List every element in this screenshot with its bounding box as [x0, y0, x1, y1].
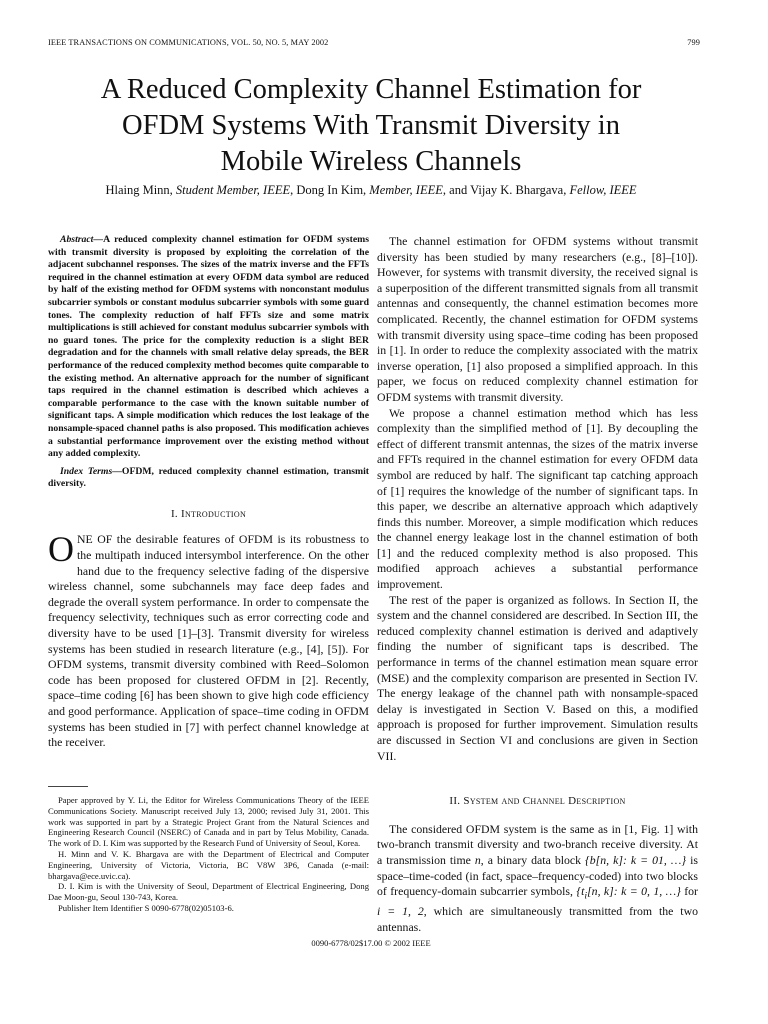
footnote-paragraph: Publisher Item Identifier S 0090-6778(02)05103-6.	[58, 902, 234, 913]
author-separator: , and	[442, 183, 471, 197]
footnote-paragraph: D. I. Kim is with the University of Seoul, Department of Electrical Engineering, Dong Dae Moon-gu, Seoul 130-743, Korea.	[48, 881, 369, 903]
author-role: Member, IEEE	[369, 183, 443, 197]
body-paragraph: We propose a channel estimation method which has less complexity than the simplified method of [1]. By decoupling the effect of different transmit antennas, the sizes of the matrix inverse and FFTs required in the channel estimation for every OFDM data symbol are reduced by half. The significant tap catching approach of [1] requires the knowledge of the number of significant taps. In this paper, we describe an alternative approach which adaptively finds this number. Moreover, a simple modification which reduces the channel energy leakage lost in the channel estimation of both [1] and the reduced complexity method is also proposed. This modified approach achieves a substantial performance improvement.	[377, 405, 698, 592]
index-terms-text: OFDM, reduced complexity channel estimation, transmit diversity.	[48, 465, 369, 490]
author-separator: ,	[169, 183, 176, 197]
section-heading-introduction: I. Introduction	[170, 507, 247, 520]
copyright-line: 0090-6778/02$17.00 © 2002 IEEE	[311, 938, 431, 948]
index-terms-label: Index Terms—	[60, 465, 122, 477]
author-list: Hlaing Minn, Student Member, IEEE, Dong In Kim, Member, IEEE, and Vijay K. Bhargava, Fellow, IEEE	[105, 183, 637, 197]
section-heading-system: II. System and Channel Description	[449, 795, 626, 808]
author-role: Fellow, IEEE	[569, 183, 637, 197]
footnote-rule	[48, 786, 88, 787]
right-column	[377, 234, 698, 935]
title-line: Mobile Wireless Channels	[220, 146, 522, 177]
body-paragraph: The considered OFDM system is the same as in [1, Fig. 1] with two-branch transmit diversity and two-branch receive diversity. At a transmission time n, a binary data block {b[n, k]: k = 01, …} is space–time-coded (in fact, space–frequency-coded) into two blocks of frequency-domain subcarrier symbols, {$t_i[n$, k]: k = 0, 1, …} for i = 1, 2, which are simultaneously transmitted from the two antennas.	[377, 821, 698, 934]
intro-text: NE OF the desirable features of OFDM is its robustness to the multipath induced intersymbol interference. On the other hand due to the frequency selective fading of the dispersive wireless channel, some subchannels may face deep fades and degrade the overall system performance. In order to compensate the frequency selectivity, techniques such as error correcting code and diversity have to be used [1]–[3]. Transmit diversity for wireless systems has been studied in research literature (e.g., [4], [5]). For OFDM systems, transmit diversity combined with Reed–Solomon code has been proposed for clustered OFDM in [2]. Recently, space–time coding [6] has been shown to give high code efficiency and good performance. Application of space–time coding in OFDM systems has been studied in [7] with perfect channel knowledge at the receiver.	[48, 532, 369, 750]
footnote-paragraph: H. Minn and V. K. Bhargava are with the Department of Electrical and Computer Engineering, University of Victoria, Victoria, BC V8W 3P6, Canada (e-mail: bhargava@ece.uvic.ca).	[48, 848, 369, 881]
title-line: A Reduced Complexity Channel Estimation for	[100, 74, 642, 105]
index-terms	[48, 466, 369, 491]
abstract	[48, 234, 369, 461]
drop-cap: O	[48, 529, 74, 570]
title-line: OFDM Systems With Transmit Diversity in	[122, 110, 620, 141]
journal-header: IEEE TRANSACTIONS ON COMMUNICATIONS, VOL. 50, NO. 5, MAY 2002	[48, 38, 329, 47]
author-role: Student Member, IEEE	[175, 183, 291, 197]
paper-title	[0, 72, 742, 180]
author-separator: ,	[290, 183, 297, 197]
page-number: 799	[687, 38, 700, 47]
abstract-text: A reduced complexity channel estimation for OFDM systems with transmit diversity is proposed by exploiting the correlation of the adjacent subchannel responses. The sizes of the matrix inverse and the FFTs required in the channel estimation at every OFDM data symbol are reduced by half of the existing method for OFDM systems with nonconstant modulus subcarrier symbols or constant modulus subcarrier symbols with some guard tones. The complexity reduction of half FFTs size and some matrix multiplications is still achieved for constant modulus subcarrier symbols with no guard tones. The price for the complexity reduction is a slight BER degradation and for the channels with small relative delay spreads, the BER performance of the reduced complexity method becomes quite comparable to the existing method. An alternative approach for the number of significant taps required in the channel estimation is described which achieves a comparable performance to the case with the known suitable number of significant taps. A simple modification which reduces the lost leakage of the nonsample-spaced channel paths is also proposed. This modification achieves a substantial performance improvement over the existing method without any added complexity.	[48, 234, 369, 460]
author-name: Vijay K. Bhargava	[470, 183, 564, 197]
footnote-paragraph: Paper approved by Y. Li, the Editor for Wireless Communications Theory of the IEEE Communications Society. Manuscript received July 13, 2000; revised July 31, 2001. This work was supported in part by a Strategic Project Grant from the Natural Sciences and Engineering Research Council (NSERC) of Canada and in part by Telus Mobility, Canada. The work of D. I. Kim was supported by the Research Fund of University of Seoul, Korea.	[48, 795, 369, 849]
intro-paragraph	[48, 529, 369, 750]
author-name: Dong In Kim	[296, 183, 364, 197]
footnote	[48, 795, 369, 914]
body-paragraph: The channel estimation for OFDM systems without transmit diversity has been studied by many researchers (e.g., [8]–[10]). However, for systems with transmit diversity, the received signal is a superposition of the different transmitted signals from all transmit antennas and consequently, the channel estimation becomes more complicated. Recently, the channel estimation for OFDM systems with transmit diversity using space–time coding has been proposed in [1]. In order to reduce the complexity associated with the matrix inverse operation, [1] also proposed a simplified approach. In this paper, we focus on reduced complexity channel estimation for OFDM systems with transmit diversity.	[377, 234, 698, 404]
abstract-label: Abstract—	[60, 234, 104, 245]
left-column	[48, 234, 369, 751]
body-paragraph: The rest of the paper is organized as follows. In Section II, the system and the channel considered are described. In Section III, the reduced complexity channel estimation is derived and adaptively finding the number of significant taps is described. The performance in terms of the channel estimation mean square error (MSE) and the complexity comparison are presented in Section IV. The energy leakage of the channel path with nonsample-spaced delay is investigated in Section V. Based on this, a modified approach is proposed for further improvement. Simulation results are discussed in Section VI and conclusions are given in Section VII.	[377, 592, 698, 763]
author-name: Hlaing Minn	[105, 183, 170, 197]
